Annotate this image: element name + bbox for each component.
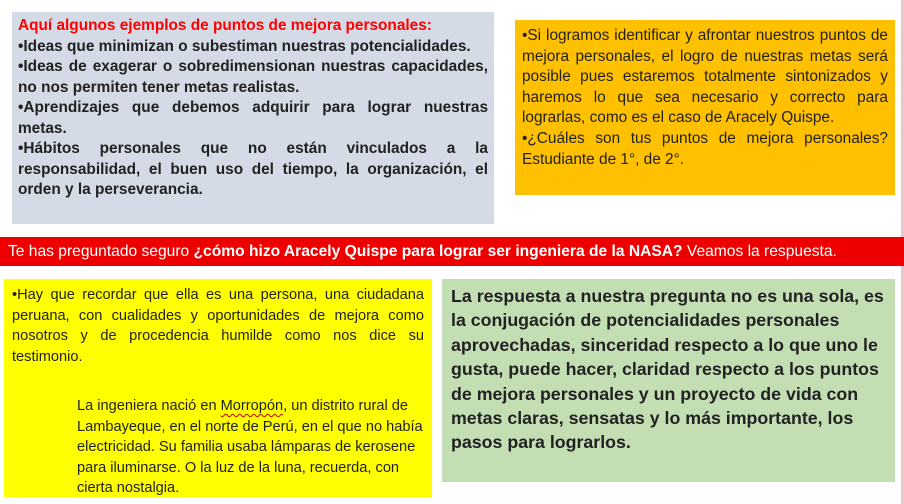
student-question: •¿Cuáles son tus puntos de mejora personales? Estudiante de 1°, de 2°. xyxy=(522,129,888,168)
answer-box xyxy=(442,279,895,482)
example-item: •Hábitos personales que no están vinculados a la responsabilidad, el buen uso del tiempo, la organización, el orden y la perseverancia. xyxy=(18,140,488,198)
example-item: •Ideas que minimizan o subestiman nuestras potencialidades. xyxy=(18,37,471,55)
answer-text: La respuesta a nuestra pregunta no es una sola, es la conjugación de potencialidades personales aprovechadas, sinceridad respecto a lo que uno le gusta, puede hacer, claridad respecto a los puntos de mejora personales y un proyecto de vida con metas claras, sensatas y lo más importante, los pasos para lograrlos. xyxy=(451,286,884,453)
story-place: Morropón xyxy=(220,398,284,414)
improvement-examples-box xyxy=(12,12,494,224)
banner-prefix: Te has preguntado seguro xyxy=(8,243,194,260)
testimony-intro: •Hay que recordar que ella es una persona, una ciudadana peruana, con cualidades y oportunidades de mejora como nosotros y de procedencia humilde como nos dice su testimonio. xyxy=(12,287,424,365)
testimony-story xyxy=(77,396,425,499)
banner-suffix: Veamos la respuesta. xyxy=(682,243,837,260)
goals-paragraph: •Si logramos identificar y afrontar nuestros puntos de mejora personales, el logro de nuestras metas será posible pues estaremos totalmente sintonizados y haremos lo que sea necesario y correcto para lograrlas, como es el caso de Aracely Quispe. xyxy=(522,27,888,127)
example-item: •Ideas de exagerar o sobredimensionan nuestras capacidades, no nos permiten tener metas realistas. xyxy=(18,58,488,96)
banner-question: ¿cómo hizo Aracely Quispe para lograr ser ingeniera de la NASA? xyxy=(193,243,683,260)
question-banner xyxy=(0,237,904,266)
examples-title: Aquí algunos ejemplos de puntos de mejora personales: xyxy=(18,17,432,34)
example-item: •Aprendizajes que debemos adquirir para lograr nuestras metas. xyxy=(18,99,488,137)
testimony-box xyxy=(4,279,432,497)
goals-note-box xyxy=(515,20,895,195)
story-after: , un distrito rural de Lambayeque, en el norte de Perú, en el que no había electricidad. Su familia usaba lámparas de kerosene para iluminarse. O la luz de la luna, recuerda, con cierta nostalgia. xyxy=(77,398,423,497)
story-before: La ingeniera nació en xyxy=(77,398,221,414)
